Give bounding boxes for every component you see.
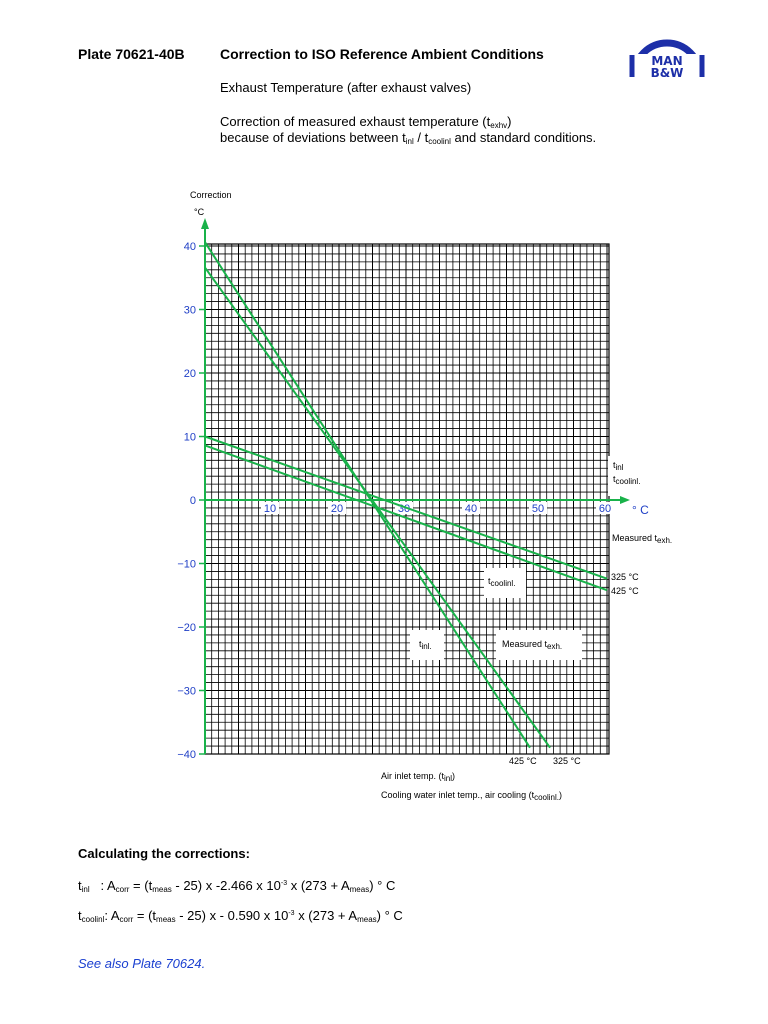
right-measured-text: Measured t bbox=[612, 533, 658, 543]
f1-e: ) ° C bbox=[369, 878, 396, 893]
y-tick-label: 40 bbox=[183, 241, 196, 253]
y-tick-label: −20 bbox=[177, 622, 196, 634]
xlabel2-sub: coolinl. bbox=[534, 793, 559, 802]
desc1-sub: exhv bbox=[490, 121, 508, 130]
x-axis-unit: ° C bbox=[632, 503, 649, 517]
f2-d-sub: meas bbox=[357, 915, 377, 924]
desc1-pre: Correction of measured exhaust temperature (t bbox=[220, 114, 491, 129]
f1-t-sub: inl bbox=[81, 885, 90, 894]
xlabel1-pre: Air inlet temp. (t bbox=[381, 771, 445, 781]
x-axis-label-1 bbox=[381, 771, 455, 783]
right-t-1: t bbox=[613, 460, 616, 470]
right-label-325: 325 °C bbox=[611, 572, 639, 582]
box-label-measured bbox=[502, 639, 562, 651]
f1-a-sub: corr bbox=[115, 885, 130, 894]
bottom-label-425: 425 °C bbox=[509, 756, 537, 766]
right-label-425: 425 °C bbox=[611, 586, 639, 596]
right-measured-sub: exh. bbox=[657, 536, 673, 545]
x-axis-arrow bbox=[620, 496, 630, 504]
f1-d: x (273 + A bbox=[287, 878, 350, 893]
f1-b-sub: meas bbox=[152, 885, 172, 894]
f2-d: x (273 + A bbox=[294, 908, 358, 923]
f1-t: t bbox=[78, 878, 82, 893]
box-measured-sub: exh. bbox=[547, 642, 563, 651]
desc2-b: / t bbox=[413, 130, 429, 145]
f2-b: = (t bbox=[133, 908, 157, 923]
x-tick-label: 50 bbox=[531, 503, 545, 515]
desc2-sub1: inl bbox=[405, 137, 414, 146]
right-label-tinl bbox=[613, 460, 624, 472]
y-tick-label: −10 bbox=[177, 558, 196, 571]
x-tick-label: 40 bbox=[464, 503, 478, 515]
f1-a: : A bbox=[89, 878, 116, 893]
desc2-a: because of deviations between t bbox=[220, 130, 406, 145]
plate-number: Plate 70621-40B bbox=[78, 46, 185, 62]
right-t-2: t bbox=[613, 474, 616, 484]
bottom-label-325: 325 °C bbox=[553, 756, 581, 766]
desc2-c: and standard conditions. bbox=[450, 130, 597, 145]
page-title: Correction to ISO Reference Ambient Conditions bbox=[220, 46, 544, 62]
f2-t: t bbox=[78, 908, 82, 923]
y-tick-label: 10 bbox=[183, 431, 196, 444]
see-also-link[interactable]: See also Plate 70624. bbox=[78, 956, 206, 971]
f1-c: - 25) x -2.466 x 10 bbox=[171, 878, 281, 893]
right-label-tcoolinl bbox=[613, 474, 640, 486]
box-label-tcoolinl bbox=[488, 576, 515, 588]
y-tick-label: 20 bbox=[183, 368, 196, 380]
xlabel2-pre: Cooling water inlet temp., air cooling (t bbox=[381, 790, 535, 800]
box-tcoolinl-sub: coolinl. bbox=[490, 579, 516, 588]
f2-a: : A bbox=[104, 908, 120, 923]
box-tinl-sub: inl. bbox=[421, 642, 432, 651]
logo-text-man: MAN bbox=[651, 54, 683, 68]
right-label-measured bbox=[612, 533, 672, 545]
x-tick-label: 10 bbox=[263, 503, 277, 515]
f2-c: - 25) x - 0.590 x 10 bbox=[175, 908, 289, 923]
f2-e: ) ° C bbox=[376, 908, 403, 923]
box-label-tinl bbox=[419, 639, 432, 651]
formulas-heading: Calculating the corrections: bbox=[78, 846, 250, 861]
box-tcoolinl-t: t bbox=[488, 576, 491, 586]
xlabel1-post: ) bbox=[452, 771, 456, 781]
formula-tcoolinl bbox=[78, 908, 403, 924]
y-tick-label: 30 bbox=[183, 304, 196, 317]
desc1-post: ) bbox=[507, 114, 512, 129]
f2-t-sub: coolinl bbox=[81, 915, 105, 924]
right-t-sub-1: inl bbox=[615, 463, 624, 472]
box-measured-text: Measured t bbox=[502, 639, 548, 649]
f1-c-sup: -3 bbox=[280, 880, 288, 887]
x-tick-label: 30 bbox=[397, 503, 411, 515]
f1-b: = (t bbox=[129, 878, 153, 893]
y-axis-arrow bbox=[201, 218, 209, 229]
f2-b-sub: meas bbox=[156, 915, 176, 924]
y-tick-label: 0 bbox=[189, 495, 196, 507]
f1-d-sub: meas bbox=[349, 885, 370, 894]
f2-c-sup: -3 bbox=[288, 910, 295, 917]
box-tinl-t: t bbox=[419, 639, 422, 649]
x-axis-label-2 bbox=[381, 790, 562, 802]
f2-a-sub: corr bbox=[119, 915, 134, 924]
x-tick-label: 20 bbox=[330, 503, 344, 515]
logo-text-bw: B&W bbox=[650, 66, 684, 80]
xlabel2-post: ) bbox=[558, 790, 562, 800]
y-axis-label: Correction bbox=[190, 190, 232, 200]
chart-subtitle: Exhaust Temperature (after exhaust valves) bbox=[220, 80, 472, 95]
y-tick-label: −40 bbox=[177, 749, 196, 761]
right-t-sub-2: coolinl. bbox=[615, 477, 641, 486]
y-axis-unit: °C bbox=[194, 207, 205, 217]
desc2-sub2: coolinl bbox=[428, 137, 451, 146]
x-tick-label: 60 bbox=[598, 503, 612, 515]
formula-tinl bbox=[78, 878, 395, 894]
axes bbox=[199, 218, 630, 754]
y-tick-label: −30 bbox=[177, 685, 196, 698]
xlabel1-sub: inl bbox=[444, 774, 453, 783]
